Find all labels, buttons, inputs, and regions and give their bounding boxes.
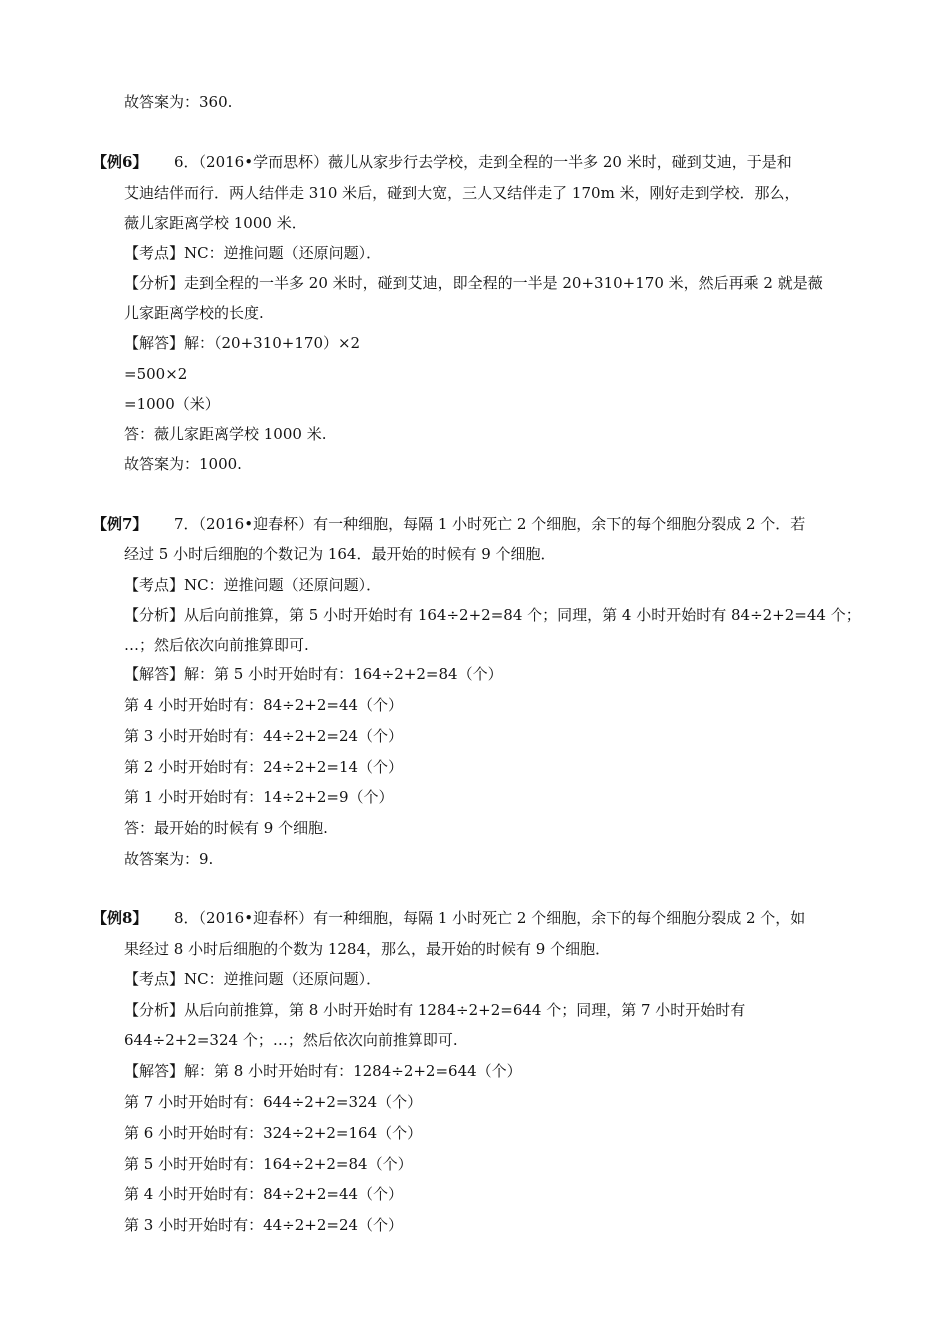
question-line: 经过 5 小时后细胞的个数记为 164．最开始的时候有 9 个细胞．: [124, 545, 556, 563]
solution-step: =500×2: [124, 365, 188, 383]
conclusion-line: 答：薇儿家距离学校 1000 米.: [124, 425, 327, 443]
solution-step: 第 1 小时开始时有：14÷2+2=9（个）: [124, 788, 394, 806]
conclusion-line: 答：最开始的时候有 9 个细胞.: [124, 819, 328, 837]
question-line: 8．（2016•迎春杯）有一种细胞，每隔 1 小时死亡 2 个细胞，余下的每个细胞分裂成 2 个，如: [174, 909, 806, 927]
solution-step: 第 4 小时开始时有：84÷2+2=44（个）: [124, 1185, 404, 1203]
solution-step: 第 3 小时开始时有：44÷2+2=24（个）: [124, 1216, 404, 1234]
solution-step: 第 6 小时开始时有：324÷2+2=164（个）: [124, 1124, 423, 1142]
fenxi-line: 644÷2+2=324 个；…；然后依次向前推算即可.: [124, 1031, 458, 1049]
solution-step: =1000（米）: [124, 395, 220, 413]
example-label: 【例6】: [92, 153, 148, 171]
kaodian-line: 【考点】NC：逆推问题（还原问题）．: [124, 576, 382, 594]
fenxi-line: 【分析】走到全程的一半多 20 米时，碰到艾迪，即全程的一半是 20+310+170 米，然后再乘 2 就是薇: [124, 274, 823, 292]
fenxi-line: 【分析】从后向前推算，第 8 小时开始时有 1284÷2+2=644 个；同理，第 7 小时开始时有: [124, 1001, 746, 1019]
question-line: 艾迪结伴而行．两人结伴走 310 米后，碰到大宽，三人又结伴走了 170m 米，刚好走到学校．那么，: [124, 184, 800, 202]
solution-step: 第 4 小时开始时有：84÷2+2=44（个）: [124, 696, 404, 714]
example-label: 【例8】: [92, 909, 148, 927]
question-line: 7．（2016•迎春杯）有一种细胞，每隔 1 小时死亡 2 个细胞，余下的每个细胞分裂成 2 个．若: [174, 515, 806, 533]
fenxi-line: …；然后依次向前推算即可.: [124, 636, 309, 654]
question-line: 果经过 8 小时后细胞的个数为 1284，那么，最开始的时候有 9 个细胞．: [124, 940, 611, 958]
jieda-line: 【解答】解：第 8 小时开始时有：1284÷2+2=644（个）: [124, 1062, 522, 1080]
fenxi-line: 儿家距离学校的长度.: [124, 304, 264, 322]
answer-line: 故答案为：1000.: [124, 455, 242, 473]
kaodian-line: 【考点】NC：逆推问题（还原问题）．: [124, 970, 382, 988]
jieda-line: 【解答】解：第 5 小时开始时有：164÷2+2=84（个）: [124, 665, 503, 683]
jieda-line: 【解答】解：（20+310+170）×2: [124, 334, 361, 352]
solution-step: 第 2 小时开始时有：24÷2+2=14（个）: [124, 758, 404, 776]
fenxi-line: 【分析】从后向前推算，第 5 小时开始时有 164÷2+2=84 个；同理，第 4 小时开始时有 84÷2+2=44 个；: [124, 606, 861, 624]
question-line: 6．（2016•学而思杯）薇儿从家步行去学校，走到全程的一半多 20 米时，碰到艾迪，于是和: [174, 153, 792, 171]
kaodian-line: 【考点】NC：逆推问题（还原问题）．: [124, 244, 382, 262]
answer-line: 故答案为：360.: [124, 93, 233, 111]
example-label: 【例7】: [92, 515, 148, 533]
answer-line: 故答案为：9.: [124, 850, 214, 868]
question-line: 薇儿家距离学校 1000 米．: [124, 214, 307, 232]
solution-step: 第 7 小时开始时有：644÷2+2=324（个）: [124, 1093, 423, 1111]
solution-step: 第 5 小时开始时有：164÷2+2=84（个）: [124, 1155, 413, 1173]
solution-step: 第 3 小时开始时有：44÷2+2=24（个）: [124, 727, 404, 745]
